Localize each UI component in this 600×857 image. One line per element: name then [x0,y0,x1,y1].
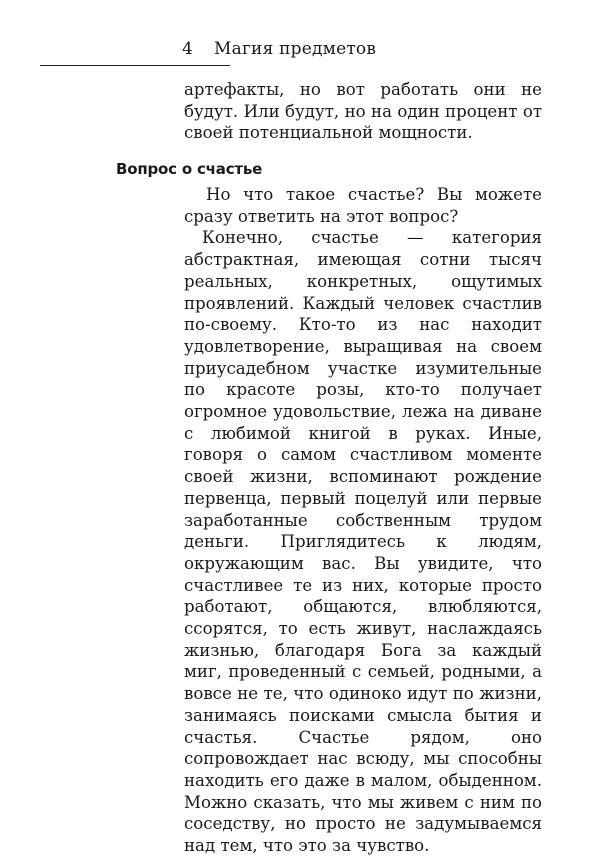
running-title: Магия предметов [214,39,377,59]
section-heading: Вопрос о счастье [116,160,263,178]
page-number: 4 [182,39,193,59]
body-paragraph: Конечно, счастье — категория абстрактная, имеющая сотни тысяч реальных, конкретных, ощутимых проявлений. Каждый человек счастлив по-своему. Кто-то из нас находит удовлетворение, выращивая на своем приусадебном участке изумительные по красоте розы, кто-то получает огромное удовольствие, лежа на диване с любимой книгой в руках. Иные, говоря о самом счастливом моменте своей жизни, вспоминают рождение первенца, первый поцелуй или первые заработанные собственным трудом деньги. Приглядитесь к людям, окружающим вас. Вы увидите, что счастливее те из них, которые просто работают, общаются, влюбляются, ссорятся, то есть живут, наслаждаясь жизнью, благодаря Бога за каждый миг, проведенный с семьей, родными, а вовсе не те, что одиноко идут по жизни, занимаясь поисками смысла бытия и счастья. Счастье рядом, оно сопровождает нас всюду, мы способны находить его даже в малом, обыденном. Можно сказать, что мы живем с ним по соседству, но просто не задумываемся над тем, что это за чувство. [184,228,542,856]
body-paragraph: Но что такое счастье? Вы можете сразу ответить на этот вопрос? [184,185,542,226]
section-body [184,184,542,857]
intro-paragraph: артефакты, но вот работать они не будут. Или будут, но на один процент от своей потенциальной мощности. [184,80,542,143]
header-rule [40,65,230,66]
